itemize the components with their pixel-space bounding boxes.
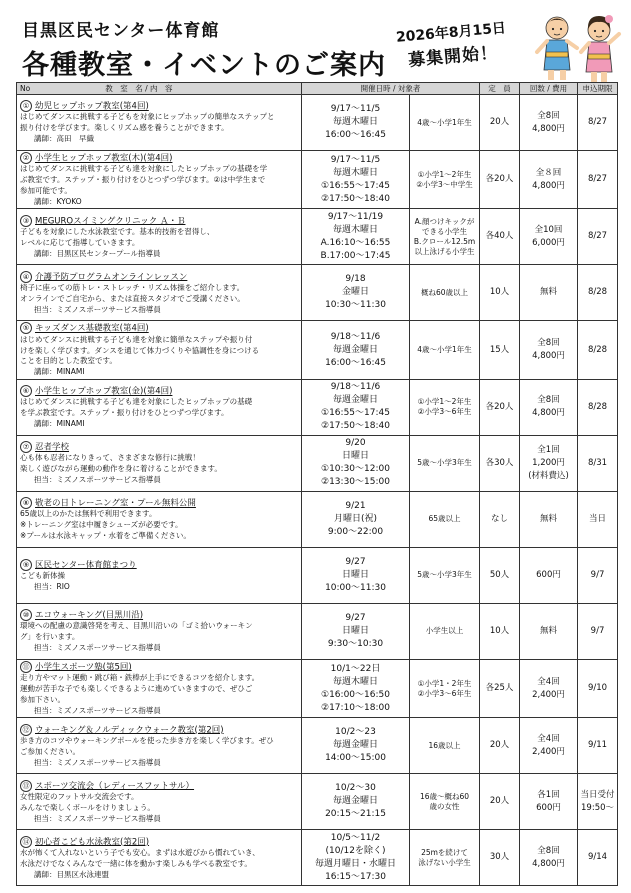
event-deadline: 9/7 [578, 547, 618, 603]
header-fee: 回数 / 費用 [520, 83, 578, 95]
event-capacity: なし [480, 491, 520, 547]
event-target [410, 95, 480, 151]
event-description-cell [17, 547, 302, 603]
event-description-cell [17, 774, 302, 830]
event-target [410, 774, 480, 830]
event-capacity: 10人 [480, 603, 520, 659]
event-description [20, 112, 298, 134]
event-number: ③ [20, 215, 32, 227]
event-fee-line: 全1回 [537, 444, 560, 455]
event-date-line: ②17:10～18:00 [321, 702, 390, 713]
event-target [410, 718, 480, 774]
event-number: ② [20, 152, 32, 164]
event-deadline: 当日受付 19:50～ [578, 774, 618, 830]
event-number: ⑨ [20, 559, 32, 571]
event-capacity: 各20人 [480, 151, 520, 209]
event-title: MEGUROスイミングクリニック Ａ・Ｂ [35, 216, 186, 227]
event-description [20, 571, 298, 582]
event-date-line: 9/17～11/5 [330, 104, 381, 114]
event-deadline: 9/11 [578, 718, 618, 774]
event-description [20, 509, 298, 541]
event-deadline: 8/28 [578, 265, 618, 321]
event-fee [520, 603, 578, 659]
event-description-line: 楽しく遊びながら運動の動作を身に着けることができます。 [20, 464, 222, 474]
event-date-line: 毎週木曜日 [332, 676, 378, 687]
event-description-line: を学ぶ教室です。ステップ・振り付けをひとつずつ学びます。 [20, 408, 229, 418]
event-date-line: ①16:00～16:50 [321, 689, 390, 700]
event-target [410, 151, 480, 209]
event-fee-line: 全10回 [534, 224, 563, 235]
event-number: ⑥ [20, 385, 32, 397]
event-target [410, 491, 480, 547]
event-description [20, 453, 298, 475]
event-deadline: 8/27 [578, 95, 618, 151]
event-schedule [302, 209, 410, 265]
event-description-line: 水泳だけでなくみんなで一緒に体を動かす楽しみも学べる教室です。 [20, 858, 252, 868]
event-schedule [302, 265, 410, 321]
event-description-cell [17, 151, 302, 209]
event-target [410, 547, 480, 603]
event-target-line: 歳の女性 [429, 801, 460, 811]
event-fee [520, 659, 578, 717]
event-fee-line: 2,400円 [532, 689, 565, 700]
event-date-line: 9:30～10:30 [327, 638, 384, 649]
event-target-line: ①小学1・2年生 [417, 678, 472, 688]
header-capacity: 定 員 [480, 83, 520, 95]
event-fee-line: 4,800円 [532, 858, 565, 869]
event-description-line: 女性限定のフットサル交流会です。 [20, 791, 139, 801]
header-name: No 教 室 名 / 内 容 [17, 83, 302, 95]
event-description-cell [17, 95, 302, 151]
event-instructor: 講師：MINAMI [34, 367, 85, 377]
event-row [17, 321, 618, 379]
event-date-line: ②17:50～18:40 [321, 421, 390, 432]
event-target-line: 16歳～概ね60 [419, 791, 470, 801]
event-number: ⑪ [20, 661, 32, 673]
event-target [410, 209, 480, 265]
event-instructor: 担当：ミズノスポーツサービス指導員 [34, 304, 161, 314]
event-number: ⑧ [20, 497, 32, 509]
event-description [20, 335, 298, 367]
event-deadline: 8/27 [578, 209, 618, 265]
event-target-line: A.顔つけキックが [414, 216, 475, 226]
event-schedule [302, 774, 410, 830]
event-date-line: 月曜日(祝) [333, 513, 378, 524]
event-capacity: 各30人 [480, 435, 520, 491]
event-fee-line: 無料 [540, 625, 558, 636]
registration-status: 募集開始！ [407, 43, 499, 71]
event-number: ⑤ [20, 322, 32, 334]
event-fee-line: 全8回 [537, 338, 560, 349]
event-schedule [302, 718, 410, 774]
event-date-line: 10:00～11:30 [325, 582, 386, 593]
event-row [17, 659, 618, 717]
event-target [410, 265, 480, 321]
event-capacity: 20人 [480, 774, 520, 830]
event-deadline: 9/14 [578, 830, 618, 886]
event-capacity: 20人 [480, 718, 520, 774]
event-date-line: 毎週木曜日 [332, 167, 378, 178]
event-capacity: 各25人 [480, 659, 520, 717]
event-fee [520, 265, 578, 321]
event-schedule [302, 379, 410, 435]
event-target-line: 5歳～小学3年生 [417, 458, 472, 468]
event-description-line: 歩き方のコツやウォーキングポールを使った歩き方を楽しく学びます。ぜひ [20, 735, 274, 745]
event-instructor: 講師：高田 早織 [34, 134, 94, 144]
event-description-line: 走り方やマット運動・跳び箱・鉄棒が上手にできるコツを紹介します。 [20, 673, 260, 683]
event-target-line: 泳げない小学生 [418, 857, 471, 867]
event-capacity: 10人 [480, 265, 520, 321]
event-description [20, 283, 298, 305]
header-deadline: 申込期限 [578, 83, 618, 95]
event-row [17, 95, 618, 151]
event-row [17, 209, 618, 265]
event-description-line: 振り付けを学びます。楽しくリズム感を養うことができます。 [20, 123, 229, 133]
event-description-line: 椅子に座っての筋トレ・ストレッチ・リズム体操をご紹介します。 [20, 282, 245, 292]
event-description-line: 65歳以上のかたは無料で利用できます。 [20, 509, 157, 519]
event-fee-line: 全８回 [535, 167, 562, 178]
event-fee-line: 6,000円 [532, 237, 565, 248]
event-fee [520, 774, 578, 830]
event-target-line: 以上泳げる小学生 [414, 246, 475, 256]
event-description-line: はじめてダンスに挑戦する子どもを対象にヒップホップの簡単なステップと [20, 112, 275, 122]
event-date-line: 9/27 [345, 556, 366, 567]
event-description-cell [17, 435, 302, 491]
event-description [20, 621, 298, 643]
event-schedule [302, 95, 410, 151]
event-description-line: こども新体操 [20, 570, 65, 580]
event-description-line: はじめてダンスに挑戦する子ども達を対象に簡単なステップや振り付 [20, 334, 253, 344]
event-fee-line: 4,800円 [532, 351, 565, 362]
event-description-line: グ」を行います。 [20, 632, 80, 642]
event-title: 小学生スポーツ塾(第5回) [35, 662, 132, 673]
event-fee-line: (材料費込) [528, 470, 569, 481]
event-date-line: 9/17～11/5 [330, 154, 381, 165]
children-in-yukata-illustration [527, 8, 627, 86]
event-date-line: 毎週金曜日 [332, 395, 378, 406]
event-title: 敬老の日トレーニング室・プール無料公開 [35, 498, 196, 509]
event-row [17, 435, 618, 491]
event-description-cell [17, 491, 302, 547]
event-date-line: 日曜日 [341, 625, 369, 636]
event-target-line: ①小学1～2年生 [417, 397, 472, 407]
event-description [20, 227, 298, 249]
events-table [16, 82, 618, 886]
event-fee-line: 全4回 [537, 676, 560, 687]
event-date-line: 10/2～23 [335, 727, 376, 738]
event-date-line: 10/5～11/2 [330, 832, 381, 843]
event-instructor: 講師：目黒区民センタープール指導員 [34, 248, 161, 258]
event-description-cell [17, 830, 302, 886]
event-target [410, 321, 480, 379]
event-date-line: B.17:00～17:45 [320, 250, 391, 261]
event-fee [520, 209, 578, 265]
event-fee-line: 2,400円 [532, 746, 565, 757]
event-description-line: 参加下さい。 [20, 694, 65, 704]
event-target-line: 25mを続けて [421, 847, 468, 857]
event-fee-line: 全8回 [537, 845, 560, 856]
event-date-line: 9:00～22:00 [327, 526, 384, 537]
event-instructor: 担当：RIO [34, 581, 70, 591]
event-description-line: 環境への配慮の意識啓発を考え、目黒川沿いの「ゴミ拾いウォーキン [20, 621, 253, 631]
event-description-line: ご参加ください。 [20, 746, 80, 756]
event-fee [520, 547, 578, 603]
event-instructor: 講師：MINAMI [34, 419, 85, 429]
event-description-line: ※トレーニング室は中履きシューズが必要です。 [20, 520, 183, 530]
event-row [17, 151, 618, 209]
event-row [17, 491, 618, 547]
event-row [17, 830, 618, 886]
event-description [20, 848, 298, 870]
event-date-line: 10:30～11:30 [325, 300, 386, 311]
event-date-line: 毎週金曜日 [332, 344, 378, 355]
event-date-line: ②13:30～15:00 [321, 477, 390, 488]
event-deadline: 8/28 [578, 379, 618, 435]
event-fee-line: 1,200円 [532, 457, 565, 468]
event-fee-line: 無料 [540, 513, 558, 524]
event-title: キッズダンス基礎教室(第4回) [35, 323, 149, 334]
event-target-line: 4歳～小学1年生 [417, 117, 472, 127]
event-fee [520, 321, 578, 379]
event-description [20, 736, 298, 758]
event-deadline: 9/7 [578, 603, 618, 659]
event-date-line: 16:00～16:45 [325, 357, 386, 368]
event-row [17, 718, 618, 774]
event-number: ⑫ [20, 724, 32, 736]
page-title: 各種教室・イベントのご案内 [22, 50, 386, 81]
event-date-line: ①10:30～12:00 [321, 464, 390, 475]
event-target-line: ②小学3～6年生 [417, 688, 472, 698]
event-date-line: 9/17～11/19 [327, 211, 384, 222]
event-date-line: (10/12を除く) [325, 845, 386, 856]
event-description-cell [17, 379, 302, 435]
table-header-row [17, 83, 618, 95]
event-number: ⑦ [20, 441, 32, 453]
event-date-line: 日曜日 [341, 451, 369, 462]
event-description-line: みんなで楽しくボールをけりましょう。 [20, 802, 155, 812]
event-fee [520, 718, 578, 774]
event-date-line: 毎週金曜日 [332, 740, 378, 751]
event-description [20, 397, 298, 419]
event-target-line: B.クロール12.5m [413, 236, 476, 246]
event-fee-line: 全8回 [537, 110, 560, 121]
event-title: スポーツ交流会（レディースフットサル） [35, 781, 195, 792]
event-date-line: ②17:50～18:40 [321, 193, 390, 204]
event-fee [520, 379, 578, 435]
event-description-line: 水が怖くて入れないという子でも安心。まずは水遊びから慣れていき、 [20, 847, 260, 857]
event-target-line: ①小学1～2年生 [417, 169, 472, 179]
event-row [17, 547, 618, 603]
event-title: 小学生ヒップホップ教室(金)(第4回) [35, 386, 173, 397]
event-fee-line: 無料 [540, 287, 558, 298]
event-fee-line: 600円 [536, 569, 561, 580]
event-date-line: 16:00～16:45 [325, 130, 386, 140]
event-target-line: 16歳以上 [428, 740, 461, 750]
event-fee-line: 全8回 [537, 395, 560, 406]
event-target-line: ②小学3～中学生 [416, 179, 473, 189]
event-capacity: 20人 [480, 95, 520, 151]
event-target [410, 659, 480, 717]
event-fee [520, 830, 578, 886]
event-target [410, 830, 480, 886]
event-instructor: 担当：ミズノスポーツサービス指導員 [34, 757, 161, 767]
event-date-line: 20:15～21:15 [325, 809, 386, 820]
event-fee [520, 95, 578, 151]
event-date-line: 16:15～17:30 [325, 871, 386, 882]
event-description-line: 心も体も忍者になりきって、さまざまな修行に挑戦！ [20, 453, 200, 463]
event-title: ウォーキング＆ノルディックウォーク教室(第2回) [35, 725, 224, 736]
event-title: 小学生ヒップホップ教室(木)(第4回) [35, 153, 173, 164]
registration-date: 2026年8月15日 [395, 20, 507, 46]
event-fee [520, 491, 578, 547]
event-date-line: 9/18～11/6 [330, 331, 381, 342]
event-row [17, 265, 618, 321]
facility-name: 目黒区民センター体育館 [22, 21, 220, 41]
event-description-line: 子どもを対象にした水泳教室です。基本的技術を習得し、 [20, 226, 215, 236]
event-target-line: ②小学3～6年生 [417, 407, 472, 417]
event-row [17, 379, 618, 435]
event-description-line: ぶ教室です。ステップ・振り付けをひとつずつ学びます。②は中学生まで [20, 175, 266, 185]
event-deadline: 8/27 [578, 151, 618, 209]
event-schedule [302, 435, 410, 491]
event-date-line: A.16:10～16:55 [320, 237, 391, 248]
event-capacity: 15人 [480, 321, 520, 379]
event-instructor: 担当：ミズノスポーツサービス指導員 [34, 813, 161, 823]
event-target-line: 65歳以上 [428, 514, 461, 524]
event-number: ⑭ [20, 836, 32, 848]
event-capacity: 50人 [480, 547, 520, 603]
event-instructor: 担当：ミズノスポーツサービス指導員 [34, 643, 161, 653]
event-number: ① [20, 100, 32, 112]
event-description-cell [17, 718, 302, 774]
event-date-line: 9/20 [345, 438, 366, 449]
event-date-line: 毎週月曜日・水曜日 [314, 858, 396, 869]
event-date-line: 10/1～22日 [330, 663, 381, 674]
event-date-line: 9/21 [345, 500, 366, 511]
event-date-line: 10/2～30 [335, 783, 376, 794]
event-capacity: 30人 [480, 830, 520, 886]
event-instructor: 講師：KYOKO [34, 196, 82, 206]
event-title: 忍者学校 [35, 442, 70, 453]
event-description-line: ※プールは水泳キャップ・水着をご準備ください。 [20, 531, 191, 541]
event-fee-line: 600円 [536, 802, 561, 813]
event-description-line: けを楽しく学びます。ダンスを通じて体力づくりや協調性を身につける [20, 345, 260, 355]
event-instructor: 担当：ミズノスポーツサービス指導員 [34, 475, 161, 485]
event-fee [520, 435, 578, 491]
event-description-line: オンラインでご自宅から、または直接スタジオでご受講ください。 [20, 293, 245, 303]
event-fee-line: 全4回 [537, 733, 560, 744]
event-title: 初心者こども水泳教室(第2回) [35, 837, 150, 848]
event-description-line: 運動が苦手な子でも楽しくできるように進めていきますので、ぜひご [20, 684, 253, 694]
event-row [17, 774, 618, 830]
event-description-line: ことを目的とした教室です。 [20, 356, 117, 366]
event-description-line: はじめてダンスに挑戦する子ども達を対象にしたヒップホップの基礎 [20, 397, 253, 407]
event-schedule [302, 151, 410, 209]
event-title: エコウォーキング(目黒川沿) [35, 610, 144, 621]
event-date-line: 9/27 [345, 612, 366, 623]
event-description-cell [17, 321, 302, 379]
event-description [20, 792, 298, 814]
event-target [410, 603, 480, 659]
event-instructor: 担当：ミズノスポーツサービス指導員 [34, 705, 161, 715]
event-fee-line: 4,800円 [532, 123, 565, 134]
event-fee-line: 4,800円 [532, 180, 565, 191]
event-title: 介護予防プログラムオンラインレッスン [35, 272, 188, 283]
event-description [20, 164, 298, 196]
event-deadline: 8/28 [578, 321, 618, 379]
event-description-cell [17, 209, 302, 265]
event-target-line: できる小学生 [422, 226, 467, 236]
event-fee [520, 151, 578, 209]
event-number: ⑬ [20, 780, 32, 792]
event-target-line: 5歳～小学3年生 [417, 570, 472, 580]
event-date-line: 9/18～11/6 [330, 382, 381, 393]
event-number: ④ [20, 271, 32, 283]
event-description-line: レベルに応じて指導していきます。 [20, 237, 140, 247]
event-description-line: 参加可能です。 [20, 185, 72, 195]
event-row [17, 603, 618, 659]
event-deadline: 当日 [578, 491, 618, 547]
event-fee-line: 各1回 [537, 789, 560, 800]
event-date-line: ①16:55～17:45 [321, 408, 390, 419]
event-description-cell [17, 603, 302, 659]
event-title: 幼児ヒップホップ教室(第4回) [35, 101, 149, 112]
event-target [410, 435, 480, 491]
event-target [410, 379, 480, 435]
event-title: 区民センター体育館まつり [35, 560, 137, 571]
event-instructor: 講師：目黒区水泳連盟 [34, 869, 109, 879]
event-date-line: 毎週木曜日 [332, 224, 378, 235]
event-date-line: 日曜日 [341, 569, 369, 580]
event-description [20, 673, 298, 705]
event-schedule [302, 830, 410, 886]
event-target-line: 小学生以上 [425, 626, 464, 636]
event-capacity: 各40人 [480, 209, 520, 265]
event-date-line: 14:00～15:00 [325, 753, 386, 764]
event-date-line: 毎週金曜日 [332, 796, 378, 807]
event-target-line: 概ね60歳以上 [420, 287, 469, 297]
event-fee-line: 4,800円 [532, 408, 565, 419]
event-date-line: 毎週木曜日 [332, 117, 378, 127]
header-datetime: 開催日時 / 対象者 [302, 83, 480, 95]
event-capacity: 各20人 [480, 379, 520, 435]
event-number: ⑩ [20, 609, 32, 621]
event-deadline: 9/10 [578, 659, 618, 717]
event-schedule [302, 547, 410, 603]
event-description-cell [17, 265, 302, 321]
event-deadline: 8/31 [578, 435, 618, 491]
event-date-line: 9/18 [345, 274, 366, 285]
event-date-line: 金曜日 [341, 287, 369, 298]
event-schedule [302, 659, 410, 717]
event-schedule [302, 491, 410, 547]
event-date-line: ①16:55～17:45 [321, 180, 390, 191]
event-schedule [302, 603, 410, 659]
registration-banner [391, 17, 512, 72]
event-schedule [302, 321, 410, 379]
event-description-cell [17, 659, 302, 717]
event-description-line: はじめてダンスに挑戦する子ども達を対象にしたヒップホップの基礎を学 [20, 164, 268, 174]
event-target-line: 4歳～小学1年生 [417, 345, 472, 355]
